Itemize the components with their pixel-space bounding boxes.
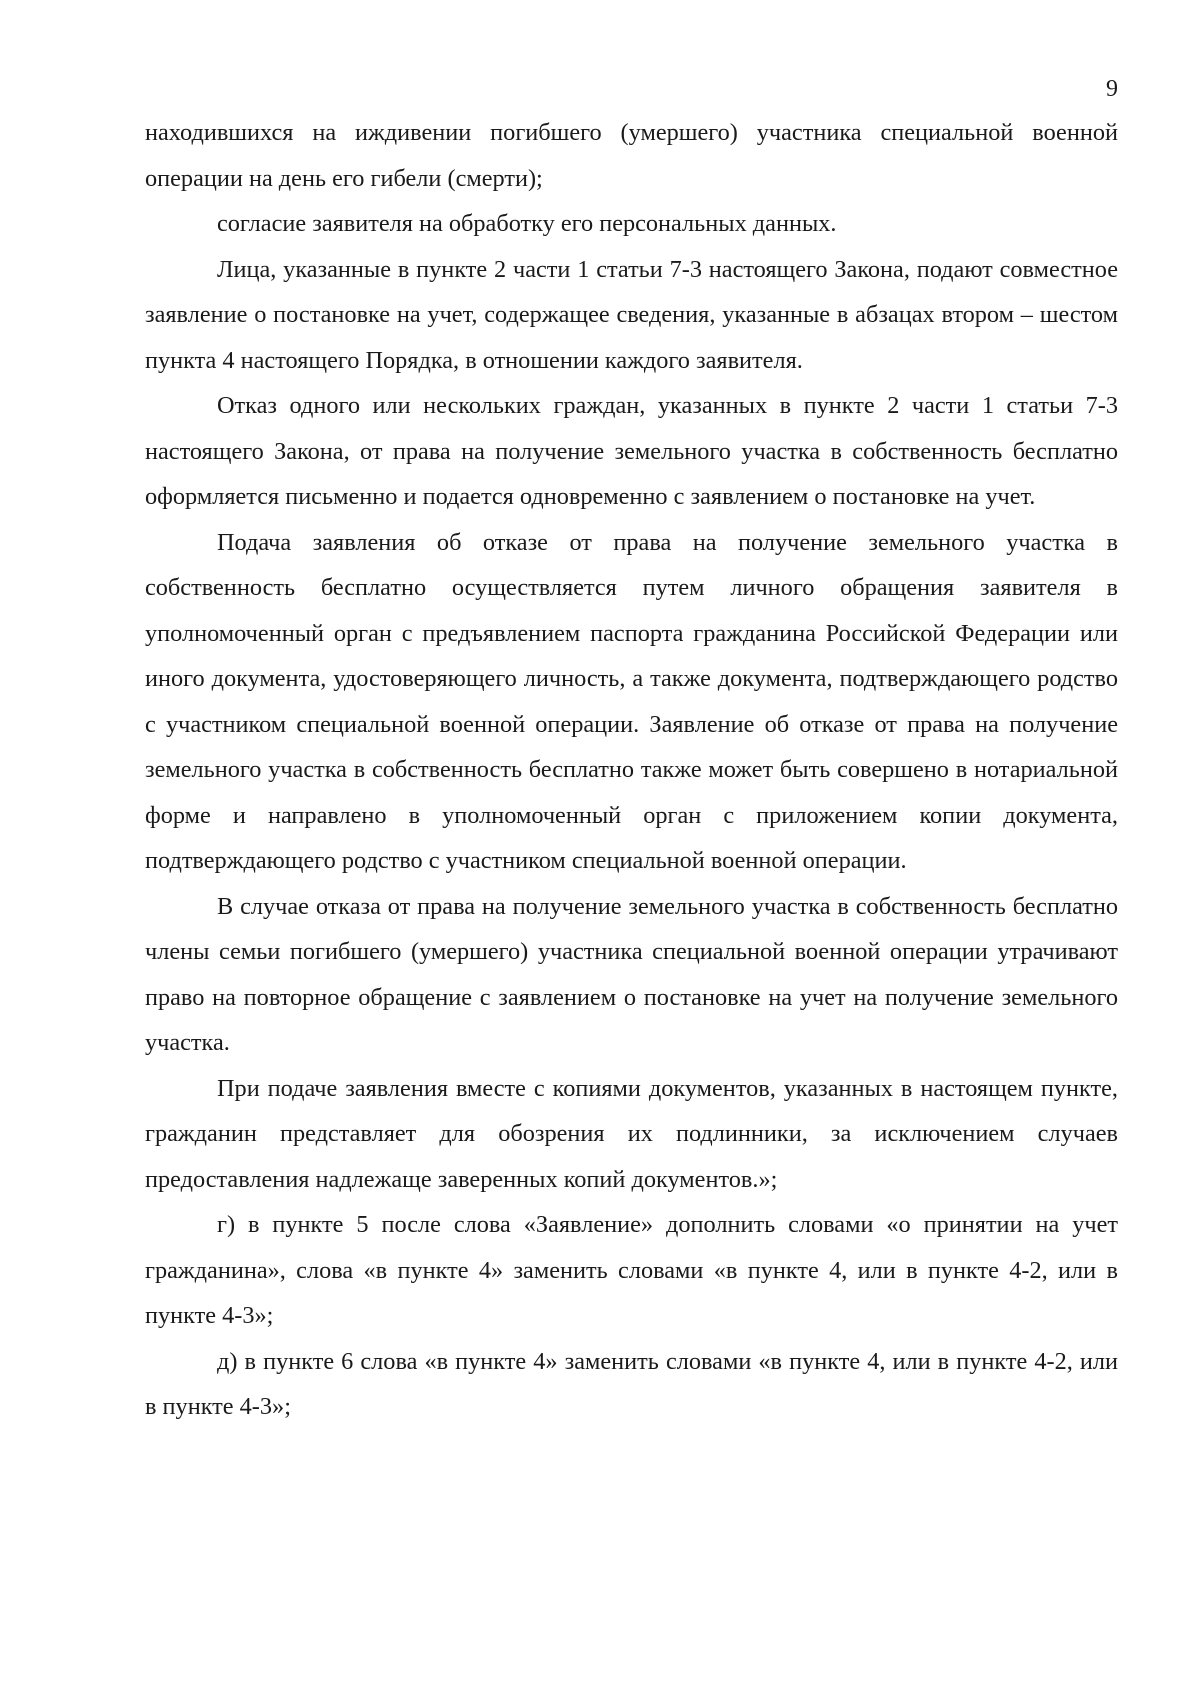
document-body	[145, 110, 1118, 1430]
paragraph-continuation: находившихся на иждивении погибшего (умершего) участника специальной военной операции на день его гибели (смерти);	[145, 119, 1118, 192]
paragraph-joint-application: Лица, указанные в пункте 2 части 1 статьи 7-3 настоящего Закона, подают совместное заявление о постановке на учет, содержащее сведения, указанные в абзацах втором – шестом пункта 4 настоящего Порядка, в отношении каждого заявителя.	[145, 255, 1118, 374]
paragraph-item-g: г) в пункте 5 после слова «Заявление» дополнить словами «о принятии на учет гражданина», слова «в пункте 4» заменить словами «в пункте 4, или в пункте 4-2, или в пункте 4-3»;	[145, 1211, 1118, 1329]
paragraph-refusal-submission: Подача заявления об отказе от права на получение земельного участка в собственность бесплатно осуществляется путем личного обращения заявителя в уполномоченный орган с предъявлением паспорта гражданина Российской Федерации или иного документа, удостоверяющего личность, а также документа, подтверждающего родство с участником специальной военной операции. Заявление об отказе от права на получение земельного участка в собственность бесплатно также может быть совершено в нотариальной форме и направлено в уполномоченный орган с приложением копии документа, подтверждающего родство с участником специальной военной операции.	[145, 528, 1118, 874]
paragraph-item-d: д) в пункте 6 слова «в пункте 4» заменить словами «в пункте 4, или в пункте 4-2, или в пункте 4-3»;	[145, 1347, 1118, 1420]
page-number: 9	[1106, 76, 1118, 102]
paragraph-originals: При подаче заявления вместе с копиями документов, указанных в настоящем пункте, гражданин представляет для обозрения их подлинники, за исключением случаев предоставления надлежаще заверенных копий документов.»;	[145, 1074, 1118, 1193]
paragraph-refusal-consequence: В случае отказа от права на получение земельного участка в собственность бесплатно члены семьи погибшего (умершего) участника специальной военной операции утрачивают право на повторное обращение с заявлением о постановке на учет на получение земельного участка.	[145, 892, 1118, 1056]
paragraph-refusal: Отказ одного или нескольких граждан, указанных в пункте 2 части 1 статьи 7-3 настоящего Закона, от права на получение земельного участка в собственность бесплатно оформляется письменно и подается одновременно с заявлением о постановке на учет.	[145, 392, 1118, 510]
paragraph-consent: согласие заявителя на обработку его персональных данных.	[217, 210, 837, 237]
